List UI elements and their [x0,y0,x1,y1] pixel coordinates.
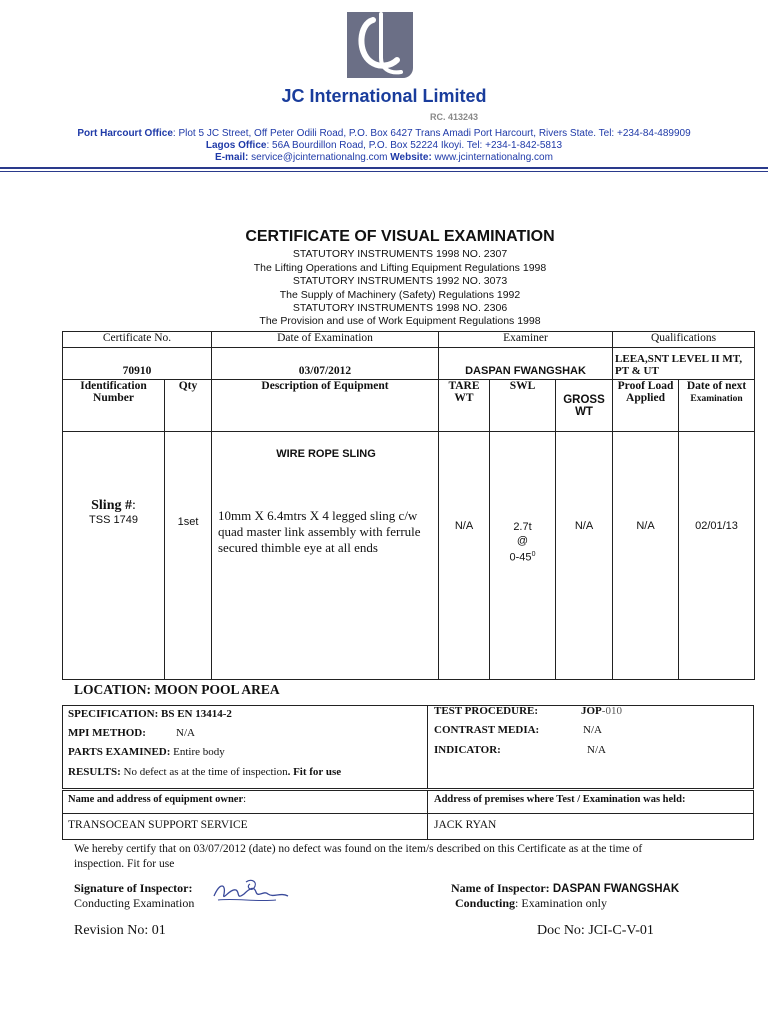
premises-label: Address of premises where Test / Examination was held: [434,794,686,805]
port-harcourt-address [0,128,768,139]
specification-divider [427,705,428,788]
header-date-of-next-line1: Date of next [686,380,747,392]
inspector-name-label: Name of Inspector: [451,881,550,895]
results-fit: Fit for use [293,766,342,778]
swl-at: @ [516,535,529,547]
header-tare-wt: TARE WT [439,380,490,432]
rc-number: RC. 413243 [430,112,479,122]
signature-label: Signature of Inspector: [74,881,193,895]
certificate-title: CERTIFICATE OF VISUAL EXAMINATION [245,228,555,245]
qty-value: 1set [165,432,212,680]
lagos-text: : 56A Bourdillon Road, P.O. Box 52224 Ikoyi. Tel: +234-1-842-5813 [266,140,563,151]
description-cell [212,432,439,680]
regulation-line: The Lifting Operations and Lifting Equipment Regulations 1998 [253,262,547,274]
website-text[interactable]: www.jcinternationalng.com [431,152,553,163]
header-date-of-next-line2: Examination [690,394,743,404]
inspector-name-row [451,881,679,896]
conducting-label: Conducting [455,896,516,910]
header-rule-thick [0,167,768,169]
sling-colon: : [131,498,136,513]
owner-colon: : [243,794,247,805]
certify-line-1: We hereby certify that on 03/07/2012 (date) no defect was found on the item/s described on this Certificate as at the time of [74,843,643,855]
port-harcourt-label: Port Harcourt Office [77,128,173,139]
header-qty: Qty [165,380,212,432]
owner-box-divider [427,790,428,839]
date-of-examination-value: 03/07/2012 [212,348,439,380]
tare-value: N/A [439,432,490,680]
test-procedure-label: TEST PROCEDURE: [434,705,539,717]
header-proof-load: Proof Load Applied [613,380,679,432]
swl-angle: 0-45 [509,551,532,564]
identification-cell [63,432,165,680]
indicator-value: N/A [587,744,606,756]
owner-label: Name and address of equipment owner [68,794,244,805]
indicator-label: INDICATOR: [434,744,501,756]
revision-number: Revision No: 01 [74,923,166,938]
port-harcourt-text: : Plot 5 JC Street, Off Peter Odili Road, P.O. Box 6427 Trans Amadi Port Harcourt, Rivers State. Tel: +234-84-489909 [172,128,691,139]
header-qualifications: Qualifications [613,332,755,348]
conducting-value: : Examination only [515,896,608,910]
header-examiner: Examiner [439,332,613,348]
sling-label: Sling # [91,498,132,513]
header-identification-number: Identification Number [63,380,165,432]
test-procedure-value [581,705,622,717]
mpi-method-label: MPI METHOD: [68,727,146,739]
premises-value: JACK RYAN [434,819,497,831]
description-title: WIRE ROPE SLING [276,448,376,460]
parts-examined-row [68,746,225,758]
header-gross-wt: GROSS WT [556,380,613,432]
header-rule-thin [0,171,768,172]
location: LOCATION: MOON POOL AREA [74,682,280,697]
mpi-method-value: N/A [176,727,195,739]
certify-line-2: inspection. Fit for use [74,858,175,870]
specification-label: SPECIFICATION: BS EN 13414-2 [68,708,232,720]
description-text: 10mm X 6.4mtrs X 4 legged sling c/w quad master link assembly with ferrule secured thimble eye at all ends [218,508,421,555]
contrast-media-value: N/A [583,724,602,736]
email-text[interactable]: service@jcinternationalng.com [248,152,391,163]
mpi-method-row [68,727,146,739]
inspector-signature-image [206,876,292,908]
swl-cell [490,432,556,680]
header-swl: SWL [490,380,556,432]
email-label: E-mail: [215,152,249,163]
owner-label-row [68,794,246,805]
regulation-line: STATUTORY INSTRUMENTS 1998 NO. 2306 [292,302,508,314]
next-exam-value: 02/01/13 [679,432,755,680]
contrast-media-label: CONTRAST MEDIA: [434,724,540,736]
certificate-no-value: 70910 [63,348,212,380]
results-dot: . [287,766,294,778]
header-date-of-next [679,380,755,432]
examiner-value: DASPAN FWANGSHAK [439,348,613,380]
certificate-table [62,331,755,680]
parts-examined-label: PARTS EXAMINED: [68,746,171,758]
header-date-of-examination: Date of Examination [212,332,439,348]
swl-degree: 0 [531,551,536,558]
sling-id-value: TSS 1749 [89,514,138,526]
contact-line [0,152,768,163]
header-certificate-no: Certificate No. [63,332,212,348]
website-label: Website: [390,152,432,163]
results-label: RESULTS: [68,766,121,778]
company-name: JC International Limited [281,86,487,106]
doc-number: Doc No: JCI-C-V-01 [537,923,654,938]
header-description: Description of Equipment [212,380,439,432]
company-logo [345,10,415,82]
proof-value: N/A [613,432,679,680]
parts-examined-value: Entire body [170,746,225,758]
results-value: No defect as at the time of inspection [120,766,288,778]
regulation-line: The Supply of Machinery (Safety) Regulations 1992 [279,289,521,301]
lagos-address [0,140,768,151]
gross-value: N/A [556,432,613,680]
regulation-line: STATUTORY INSTRUMENTS 1998 NO. 2307 [292,248,508,260]
regulation-line: The Provision and use of Work Equipment Regulations 1998 [259,315,541,327]
qualifications-value: LEEA,SNT LEVEL II MT, PT & UT [613,348,755,380]
lagos-label: Lagos Office [205,140,267,151]
conducting-row [455,896,607,911]
owner-box-rule [62,813,753,814]
conducting-examination-left: Conducting Examination [74,896,195,910]
regulation-line: STATUTORY INSTRUMENTS 1992 NO. 3073 [292,275,508,287]
inspector-name-value: DASPAN FWANGSHAK [549,883,680,895]
swl-value: 2.7t [513,521,532,533]
results-row [68,766,341,778]
test-procedure-number: -010 [601,705,622,717]
owner-value: TRANSOCEAN SUPPORT SERVICE [68,819,248,831]
test-procedure-prefix: JOP [581,705,602,717]
